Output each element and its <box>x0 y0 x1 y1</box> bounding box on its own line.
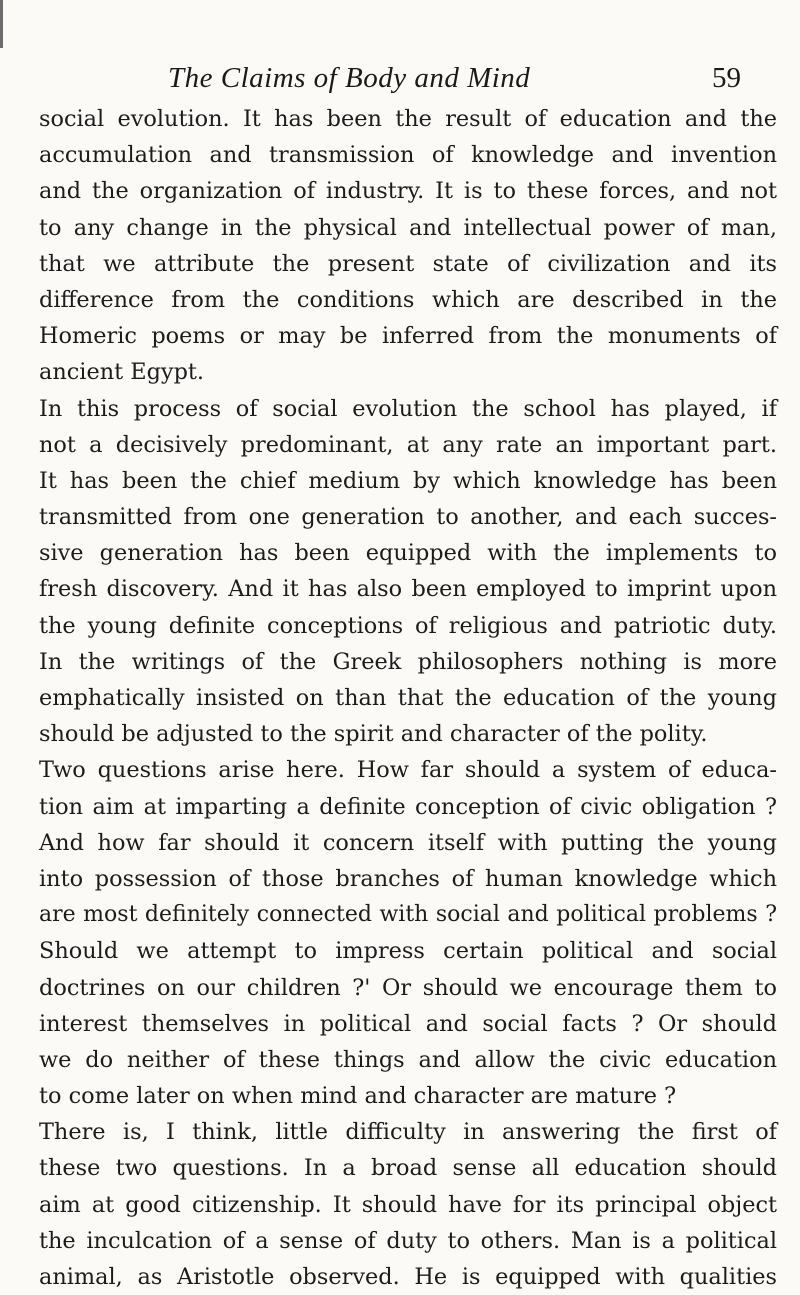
text-line: And how far should it concern itself with putting the young <box>39 829 777 856</box>
text-line: In this process of social evolution the school has played, if <box>39 395 777 422</box>
text-line: not a decisively predominant, at any rate an important part. <box>39 431 777 458</box>
text-line: difference from the conditions which are described in the <box>39 286 777 313</box>
text-line: Should we attempt to impress certain political and social <box>39 938 777 965</box>
text-line: social evolution. It has been the result of education and the <box>39 106 777 132</box>
text-line: It has been the chief medium by which knowledge has been <box>39 467 777 494</box>
text-line: fresh discovery. And it has also been employed to imprint upon <box>39 576 777 603</box>
text-line: aim at good citizenship. It should have for its principal object <box>39 1191 777 1218</box>
text-line: animal, as Aristotle observed. He is equipped with qualities <box>39 1264 777 1290</box>
text-line: are most definitely connected with social and political problems ? <box>39 902 777 928</box>
text-line: There is, I think, little difficulty in answering the first of <box>39 1119 777 1146</box>
page-number: 59 <box>712 62 741 94</box>
text-line: into possession of those branches of human knowledge which <box>39 865 777 892</box>
text-line: doctrines on our children ?' Or should we encourage them to <box>39 974 777 1001</box>
text-line: sive generation has been equipped with the implements to <box>39 540 777 567</box>
text-line: emphatically insisted on than that the education of the young <box>39 685 777 711</box>
text-line: In the writings of the Greek philosophers nothing is more <box>39 648 777 675</box>
text-line: Homeric poems or may be inferred from the monuments of <box>39 323 777 350</box>
text-line: Two questions arise here. How far should a system of educa- <box>39 757 777 784</box>
text-line: these two questions. In a broad sense all education should <box>39 1155 777 1182</box>
text-line: and the organization of industry. It is to these forces, and not <box>39 178 777 205</box>
body-text <box>39 101 777 1295</box>
running-head-title: The Claims of Body and Mind <box>168 62 531 94</box>
page-edge-mark <box>0 0 3 48</box>
text-line: accumulation and transmission of knowledge and invention <box>39 142 777 169</box>
text-line: interest themselves in political and social facts ? Or should <box>39 1010 777 1037</box>
text-line: we do neither of these things and allow the civic education <box>39 1046 777 1073</box>
text-line: transmitted from one generation to another, and each succes- <box>39 504 777 531</box>
running-head <box>0 62 800 102</box>
text-line: tion aim at imparting a definite conception of civic obligation ? <box>39 793 777 820</box>
text-line: the young definite conceptions of religious and patriotic duty. <box>39 612 777 639</box>
text-line: to any change in the physical and intellectual power of man, <box>39 214 777 241</box>
text-line: to come later on when mind and character are mature ? <box>39 1083 677 1110</box>
text-line: ancient Egypt. <box>39 359 205 386</box>
text-line: the inculcation of a sense of duty to others. Man is a political <box>39 1227 777 1254</box>
text-line: that we attribute the present state of civilization and its <box>39 250 777 277</box>
text-line: should be adjusted to the spirit and character of the polity. <box>39 721 708 748</box>
